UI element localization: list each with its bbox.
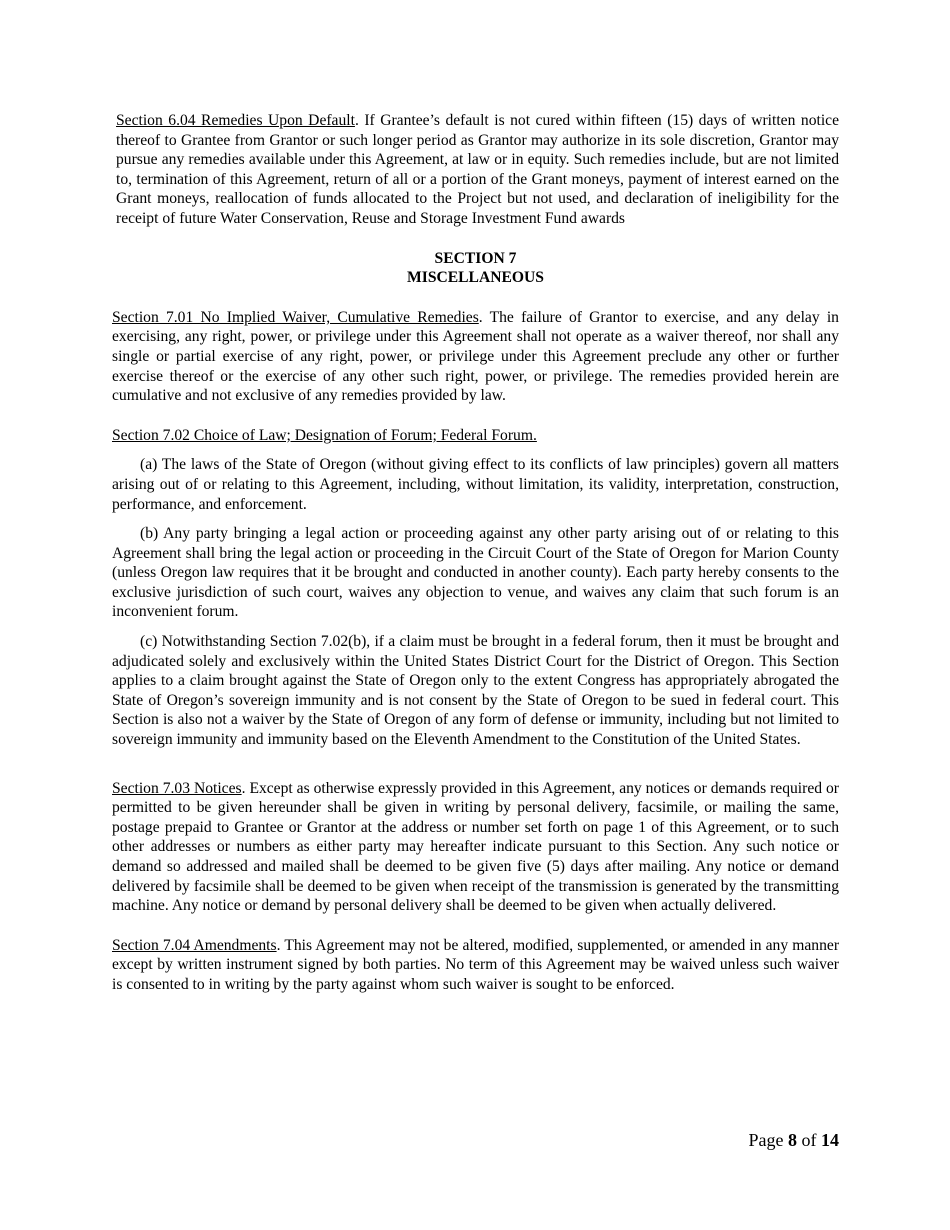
section-7-number: SECTION 7 [434,249,517,267]
section-7-02-title-text: Section 7.02 Choice of Law; Designation of Forum; Federal Forum. [112,426,537,444]
total-pages: 14 [821,1130,839,1150]
section-7-01-title: Section 7.01 No Implied Waiver, Cumulative Remedies [112,308,479,326]
section-7-01-body: . The failure of Grantor to exercise, and any delay in exercising, any right, power, or privilege under this Agreement shall not operate as a waiver thereof, nor shall any single or partial exercise of any right, power, or privilege under this Agreement preclude any other or further exercise thereof or the exercise of any other such right, power, or privilege. The remedies provided herein are cumulative and not exclusive of any remedies provided by law. [112,308,839,405]
section-7-03-body: . Except as otherwise expressly provided in this Agreement, any notices or demands required or permitted to be given hereunder shall be given in writing by personal delivery, facsimile, or mailing the same, postage prepaid to Grantee or Grantor at the address or number set forth on page 1 of this Agreement, or to such other addresses or numbers as either party may hereafter indicate pursuant to this Section. Any such notice or demand so addressed and mailed shall be deemed to be given five (5) days after mailing. Any notice or demand delivered by facsimile shall be deemed to be given when receipt of the transmission is generated by the transmitting machine. Any notice or demand by personal delivery shall be deemed to be given when actually delivered. [112,779,839,915]
section-7-03-paragraph [112,779,839,916]
section-7-02-c: (c) Notwithstanding Section 7.02(b), if a claim must be brought in a federal forum, then it must be brought and adjudicated solely and exclusively within the United States District Court for the District of Oregon. This Section applies to a claim brought against the State of Oregon only to the extent Congress has appropriately abrogated the State of Oregon’s sovereign immunity and is not consent by the State of Oregon to be sued in federal court. This Section is also not a waiver by the State of Oregon of any form of defense or immunity, including but not limited to sovereign immunity and immunity based on the Eleventh Amendment to the Constitution of the United States. [112,633,839,749]
section-7-02-b: (b) Any party bringing a legal action or proceeding against any other party arising out of or relating to this Agreement shall bring the legal action or proceeding in the Circuit Court of the State of Oregon for Marion County (unless Oregon law requires that it be brought and conducted in another county). Each party hereby consents to the exclusive jurisdiction of such court, waives any objection to venue, and waives any claim that such forum is an inconvenient forum. [112,525,839,621]
section-7-02-title [112,426,839,446]
section-7-02-a: (a) The laws of the State of Oregon (without giving effect to its conflicts of law principles) govern all matters arising out of or relating to this Agreement, including, without limitation, its validity, interpretation, construction, performance, and enforcement. [112,456,839,513]
section-7-03-title: Section 7.03 Notices [112,779,242,797]
section-7-heading [112,249,839,288]
section-7-01-paragraph [112,308,839,406]
of-word: of [801,1130,817,1150]
page-number: 8 [788,1130,797,1150]
section-7-04-paragraph [112,936,839,995]
section-6-04-paragraph [112,111,839,229]
section-6-04-body: . If Grantee’s default is not cured within fifteen (15) days of written notice thereof to Grantee from Grantor or such longer period as Grantor may authorize in its sole discretion, Grantor may pursue any remedies available under this Agreement, at law or in equity. Such remedies include, but are not limited to, termination of this Agreement, return of all or a portion of the Grant moneys, payment of interest earned on the Grant moneys, reallocation of funds allocated to the Project but not used, and declaration of ineligibility for the receipt of future Water Conservation, Reuse and Storage Investment Fund awards [116,112,839,227]
section-7-title: MISCELLANEOUS [407,269,544,287]
section-6-04-title: Section 6.04 Remedies Upon Default [116,112,355,129]
document-page [112,111,839,995]
page-footer [749,1130,840,1151]
page-word: Page [748,1130,784,1150]
section-7-04-title: Section 7.04 Amendments [112,936,277,954]
section-7-04-body: . This Agreement may not be altered, modified, supplemented, or amended in any manner except by written instrument signed by both parties. No term of this Agreement may be waived unless such waiver is consented to in writing by the party against whom such waiver is sought to be enforced. [112,936,840,993]
